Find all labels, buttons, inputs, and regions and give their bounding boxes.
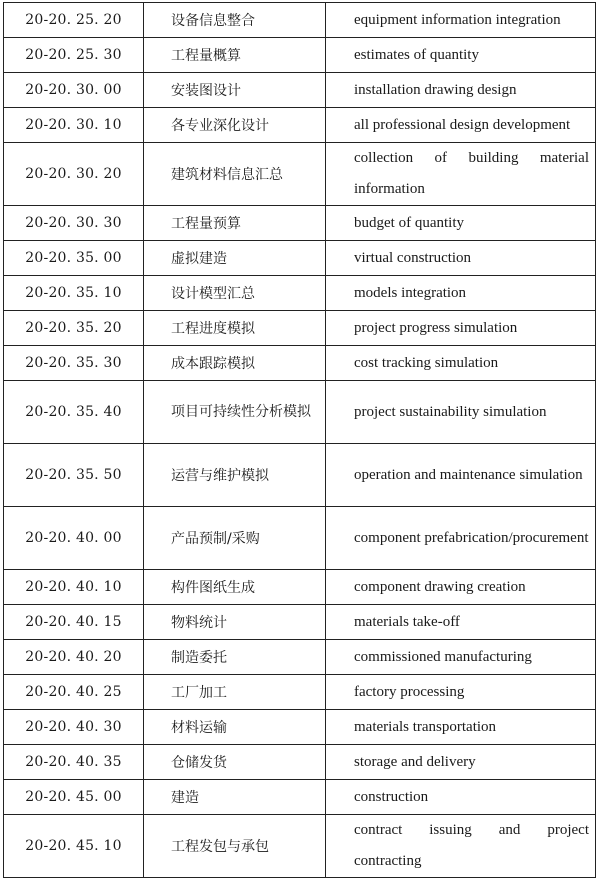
- english-term-cell: [326, 38, 596, 73]
- english-term-cell: [326, 745, 596, 780]
- english-term-cell: [326, 507, 596, 570]
- chinese-term-cell: [144, 381, 326, 444]
- english-term-cell: [326, 815, 596, 878]
- code-cell: 20-20. 45. 10: [4, 815, 144, 878]
- table-row: [4, 605, 596, 640]
- english-term-cell: [326, 640, 596, 675]
- english-term-cell: [326, 73, 596, 108]
- table-row: [4, 73, 596, 108]
- english-term: virtual construction: [354, 249, 472, 266]
- code-cell: 20-20. 40. 35: [4, 745, 144, 780]
- table-row: [4, 745, 596, 780]
- code-cell: 20-20. 30. 30: [4, 206, 144, 241]
- chinese-term: 设备信息整合: [171, 13, 255, 29]
- english-term: factory processing: [354, 683, 465, 700]
- english-term-cell: [326, 3, 596, 38]
- chinese-term: 工厂加工: [171, 685, 227, 701]
- table-row: [4, 276, 596, 311]
- code-cell: 20-20. 30. 20: [4, 143, 144, 206]
- english-term: component drawing creation: [354, 578, 526, 595]
- english-term-cell: [326, 206, 596, 241]
- english-term: collection of building material information: [354, 150, 589, 197]
- chinese-term-cell: [144, 570, 326, 605]
- english-term: equipment information integration: [354, 11, 561, 28]
- code-cell: 20-20. 25. 30: [4, 38, 144, 73]
- english-term: commissioned manufacturing: [354, 648, 532, 665]
- table-row: [4, 3, 596, 38]
- table-body: [4, 3, 596, 878]
- code-cell: 20-20. 35. 10: [4, 276, 144, 311]
- code-cell: 20-20. 35. 40: [4, 381, 144, 444]
- chinese-term-cell: [144, 444, 326, 507]
- english-term-cell: [326, 241, 596, 276]
- table-row: [4, 444, 596, 507]
- chinese-term-cell: [144, 311, 326, 346]
- table-row: [4, 381, 596, 444]
- code-cell: 20-20. 40. 10: [4, 570, 144, 605]
- code-cell: 20-20. 25. 20: [4, 3, 144, 38]
- chinese-term-cell: [144, 346, 326, 381]
- chinese-term: 构件图纸生成: [171, 580, 255, 596]
- classification-table: [3, 2, 596, 878]
- chinese-term-cell: [144, 710, 326, 745]
- english-term: contract issuing and project contracting: [354, 822, 589, 869]
- english-term: budget of quantity: [354, 214, 464, 231]
- table-row: [4, 38, 596, 73]
- code-cell: 20-20. 35. 50: [4, 444, 144, 507]
- chinese-term-cell: [144, 108, 326, 143]
- code-cell: 20-20. 45. 00: [4, 780, 144, 815]
- chinese-term: 项目可持续性分析模拟: [171, 404, 311, 420]
- chinese-term: 各专业深化设计: [171, 118, 269, 134]
- table-row: [4, 507, 596, 570]
- chinese-term: 运营与维护模拟: [171, 468, 269, 484]
- code-cell: 20-20. 40. 25: [4, 675, 144, 710]
- chinese-term: 设计模型汇总: [171, 286, 255, 302]
- english-term: operation and maintenance simulation: [354, 466, 583, 483]
- code-cell: 20-20. 40. 15: [4, 605, 144, 640]
- english-term-cell: [326, 346, 596, 381]
- table-row: [4, 346, 596, 381]
- english-term: installation drawing design: [354, 81, 517, 98]
- chinese-term-cell: [144, 640, 326, 675]
- chinese-term-cell: [144, 507, 326, 570]
- code-cell: 20-20. 40. 00: [4, 507, 144, 570]
- english-term: models integration: [354, 284, 467, 301]
- english-term: materials take-off: [354, 613, 460, 630]
- english-term-cell: [326, 108, 596, 143]
- chinese-term: 材料运输: [171, 720, 227, 736]
- chinese-term: 虚拟建造: [171, 251, 227, 267]
- english-term-cell: [326, 710, 596, 745]
- chinese-term: 产品预制/采购: [171, 531, 260, 547]
- english-term: storage and delivery: [354, 753, 476, 770]
- table-row: [4, 710, 596, 745]
- chinese-term-cell: [144, 815, 326, 878]
- chinese-term: 物料统计: [171, 615, 227, 631]
- code-cell: 20-20. 35. 30: [4, 346, 144, 381]
- chinese-term-cell: [144, 605, 326, 640]
- english-term: cost tracking simulation: [354, 354, 499, 371]
- chinese-term-cell: [144, 3, 326, 38]
- chinese-term: 仓储发货: [171, 755, 227, 771]
- table-row: [4, 311, 596, 346]
- code-cell: 20-20. 35. 00: [4, 241, 144, 276]
- code-cell: 20-20. 35. 20: [4, 311, 144, 346]
- english-term-cell: [326, 570, 596, 605]
- table-row: [4, 241, 596, 276]
- chinese-term-cell: [144, 780, 326, 815]
- english-term-cell: [326, 381, 596, 444]
- english-term: construction: [354, 788, 429, 805]
- chinese-term: 工程进度模拟: [171, 321, 255, 337]
- chinese-term-cell: [144, 206, 326, 241]
- chinese-term: 工程发包与承包: [171, 839, 269, 855]
- english-term: component prefabrication/procurement: [354, 529, 589, 546]
- table-row: [4, 780, 596, 815]
- english-term-cell: [326, 276, 596, 311]
- chinese-term: 成本跟踪模拟: [171, 356, 255, 372]
- english-term: project sustainability simulation: [354, 403, 547, 420]
- chinese-term: 建筑材料信息汇总: [171, 167, 283, 183]
- chinese-term-cell: [144, 675, 326, 710]
- chinese-term-cell: [144, 38, 326, 73]
- chinese-term: 工程量预算: [171, 216, 241, 232]
- chinese-term: 安装图设计: [171, 83, 241, 99]
- chinese-term: 工程量概算: [171, 48, 241, 64]
- english-term: estimates of quantity: [354, 46, 479, 63]
- table-row: [4, 675, 596, 710]
- chinese-term-cell: [144, 143, 326, 206]
- english-term-cell: [326, 143, 596, 206]
- table-row: [4, 206, 596, 241]
- chinese-term-cell: [144, 241, 326, 276]
- table-row: [4, 108, 596, 143]
- table-row: [4, 640, 596, 675]
- table-row: [4, 570, 596, 605]
- table-row: [4, 143, 596, 206]
- code-cell: 20-20. 30. 00: [4, 73, 144, 108]
- code-cell: 20-20. 30. 10: [4, 108, 144, 143]
- code-cell: 20-20. 40. 30: [4, 710, 144, 745]
- english-term-cell: [326, 675, 596, 710]
- english-term: project progress simulation: [354, 319, 518, 336]
- english-term-cell: [326, 444, 596, 507]
- chinese-term: 制造委托: [171, 650, 227, 666]
- code-cell: 20-20. 40. 20: [4, 640, 144, 675]
- english-term-cell: [326, 605, 596, 640]
- chinese-term: 建造: [171, 790, 199, 806]
- english-term: all professional design development: [354, 116, 571, 133]
- english-term: materials transportation: [354, 718, 497, 735]
- english-term-cell: [326, 780, 596, 815]
- english-term-cell: [326, 311, 596, 346]
- chinese-term-cell: [144, 276, 326, 311]
- chinese-term-cell: [144, 73, 326, 108]
- table-row: [4, 815, 596, 878]
- chinese-term-cell: [144, 745, 326, 780]
